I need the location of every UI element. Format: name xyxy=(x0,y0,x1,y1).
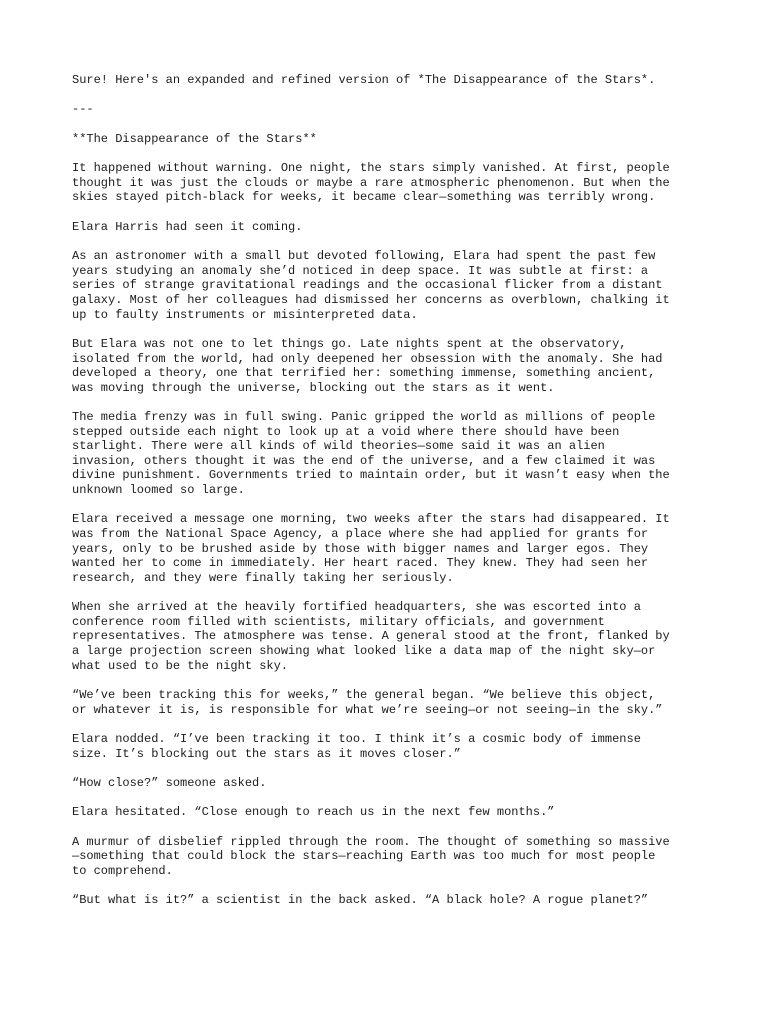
paragraph: “We’ve been tracking this for weeks,” the general began. “We believe this object, or whatever it is, is responsible for what we’re seeing—or not seeing—in the sky.” xyxy=(72,687,663,717)
paragraph: Elara hesitated. “Close enough to reach us in the next few months.” xyxy=(72,805,555,820)
paragraph: As an astronomer with a small but devoted following, Elara had spent the past few years studying an anomaly she’d noticed in deep space. It was subtle at first: a series of strange gravitational readings and the occasional flicker from a distant galaxy. Most of her colleagues had dismissed her concerns as overblown, chalking it up to faulty instruments or misinterpreted data. xyxy=(72,249,670,322)
paragraph: When she arrived at the heavily fortified headquarters, she was escorted into a conference room filled with scientists, military officials, and government representatives. The atmosphere was tense. A general stood at the front, flanked by a large projection screen showing what looked like a data map of the night sky—or what used to be the night sky. xyxy=(72,600,670,673)
document-body xyxy=(72,73,712,923)
story-title: **The Disappearance of the Stars** xyxy=(72,131,317,146)
paragraph: But Elara was not one to let things go. Late nights spent at the observatory, isolated from the world, had only deepened her obsession with the anomaly. She had developed a theory, one that terrified her: something immense, something ancient, was moving through the universe, blocking out the stars as it went. xyxy=(72,336,663,395)
paragraph: The media frenzy was in full swing. Panic gripped the world as millions of people stepped outside each night to look up at a void where there should have been starlight. There were all kinds of wild theories—some said it was an alien invasion, others thought it was the end of the universe, and a few claimed it was divine punishment. Governments tried to maintain order, but it wasn’t easy when the unknown loomed so large. xyxy=(72,410,670,498)
intro-line: Sure! Here's an expanded and refined version of *The Disappearance of the Stars*. xyxy=(72,73,656,87)
paragraph: A murmur of disbelief rippled through the room. The thought of something so massive —something that could block the stars—reaching Earth was too much for most people to comprehend. xyxy=(72,834,670,878)
separator: --- xyxy=(72,102,94,117)
paragraph: Elara received a message one morning, two weeks after the stars had disappeared. It was from the National Space Agency, a place where she had applied for grants for years, only to be brushed aside by those with bigger names and larger egos. They wanted her to come in immediately. Her heart raced. They knew. They had seen her research, and they were finally taking her seriously. xyxy=(72,512,670,585)
paragraph: It happened without warning. One night, the stars simply vanished. At first, people thought it was just the clouds or maybe a rare atmospheric phenomenon. But when the skies stayed pitch-black for weeks, it became clear—something was terribly wrong. xyxy=(72,161,670,205)
paragraph: “How close?” someone asked. xyxy=(72,775,267,790)
paragraph: “But what is it?” a scientist in the back asked. “A black hole? A rogue planet?” xyxy=(72,893,649,908)
paragraph: Elara nodded. “I’ve been tracking it too. I think it’s a cosmic body of immense size. It’s blocking out the stars as it moves closer.” xyxy=(72,731,641,761)
paragraph: Elara Harris had seen it coming. xyxy=(72,219,303,234)
